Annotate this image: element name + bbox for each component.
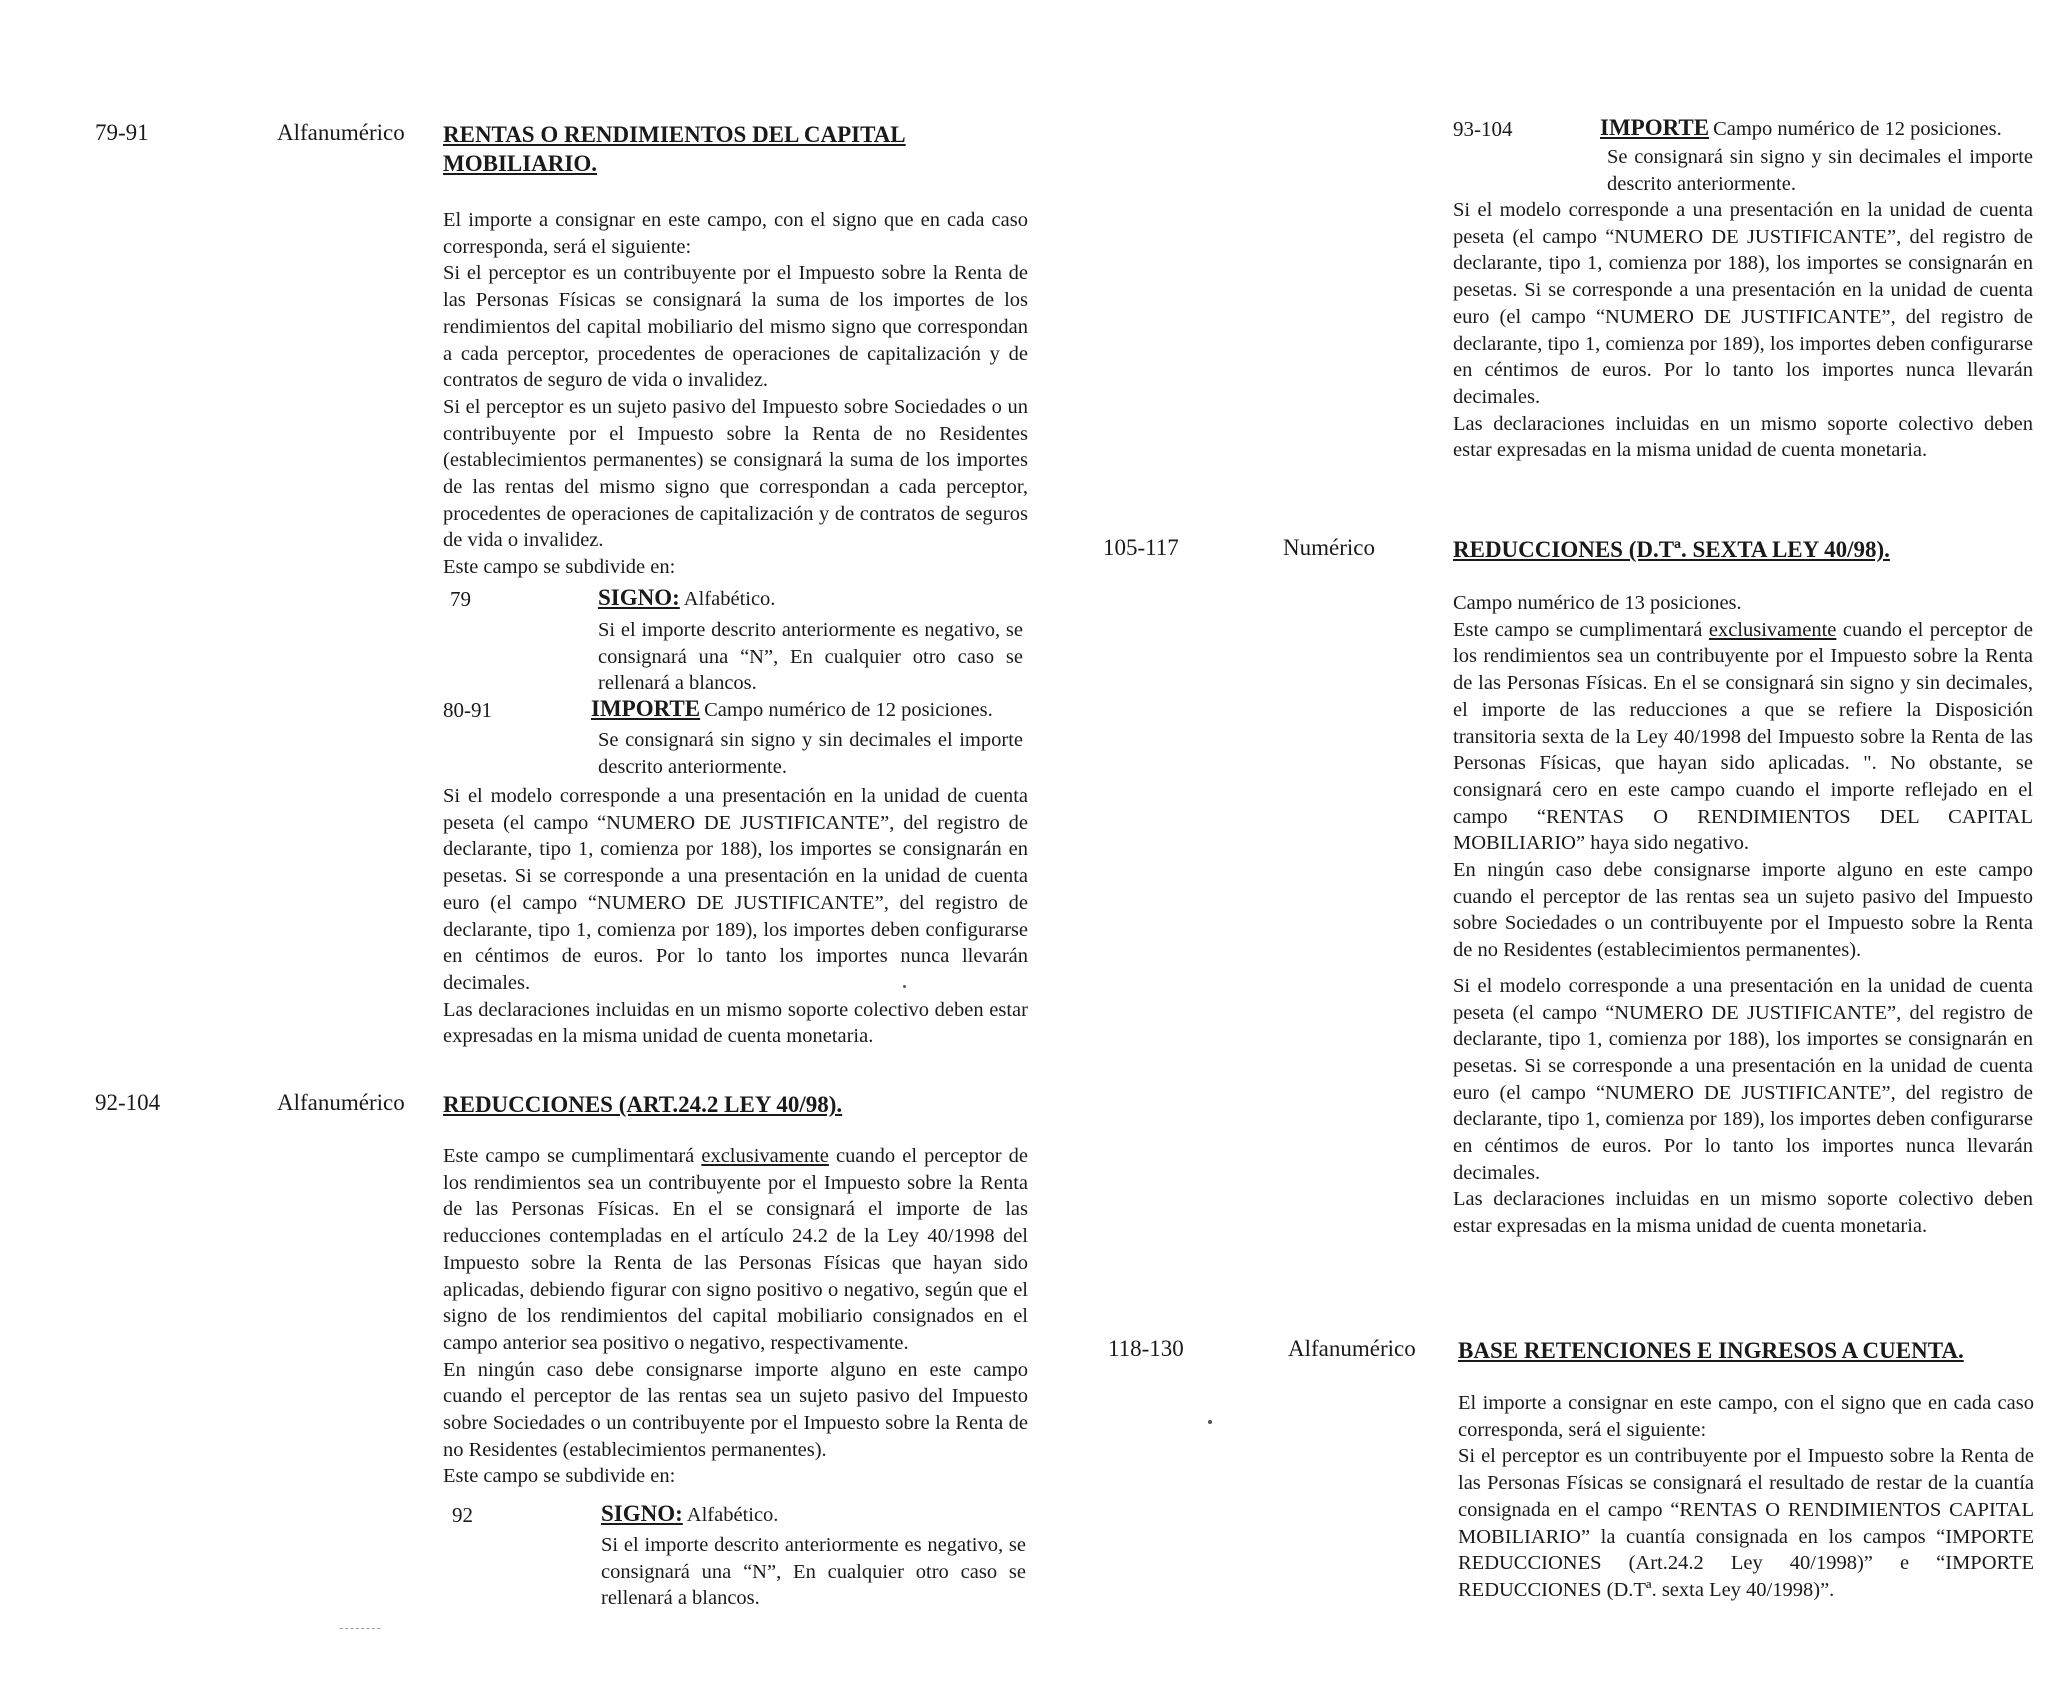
paragraph: Las declaraciones incluidas en un mismo soporte colectivo deben estar expresadas en la misma unidad de cuenta monetaria.	[443, 998, 1028, 1048]
paragraph: El importe a consignar en este campo, con el signo que en cada caso corresponda, será el siguiente:	[443, 209, 1028, 258]
subfield-type: Alfabético.	[686, 1504, 779, 1526]
field-position: 79-91	[95, 120, 149, 145]
field-title	[443, 120, 906, 178]
paragraph: Este campo se subdivide en:	[443, 1465, 676, 1488]
subfield-type: Campo numérico de 12 posiciones.	[1713, 118, 2002, 140]
subfield-text: Si el importe descrito anteriormente es negativo, se consignará una “N”, En cualquier otro caso se rellenará a blancos.	[601, 1534, 1026, 1610]
field-type: Alfanumérico	[1288, 1336, 1416, 1361]
field-notes	[443, 783, 1028, 1050]
text-run: Este campo se cumplimentará	[443, 1145, 702, 1167]
field-position: 105-117	[1103, 535, 1179, 560]
field-title: REDUCCIONES (ART.24.2 LEY 40/98).	[443, 1092, 843, 1117]
paragraph	[1453, 617, 2033, 857]
subfield-text: Si el importe descrito anteriormente es negativo, se consignará una “N”, En cualquier otro caso se rellenará a blancos.	[598, 619, 1023, 695]
paragraph: En ningún caso debe consignarse importe alguno en este campo cuando el perceptor de las rentas sea un sujeto pasivo del Impuesto sobre Sociedades o un contribuyente por el Impuesto sobre la Renta de no Residentes (establecimientos permanentes).	[443, 1358, 1028, 1461]
subfield-title: IMPORTE	[591, 696, 701, 721]
subfield-title: SIGNO:	[598, 585, 680, 610]
subfield-header	[598, 585, 775, 611]
paragraph	[443, 1143, 1028, 1357]
text-run: Este campo se cumplimentará	[1453, 618, 1709, 641]
paragraph: Si el modelo corresponde a una presentación en la unidad de cuenta peseta (el campo “NUMERO DE JUSTIFICANTE”, del registro de declarante, tipo 1, comienza por 188), los importes se consignarán en pesetas. Si se corresponde a una presentación en la unidad de cuenta euro (el campo “NUMERO DE JUSTIFICANTE”, del registro de declarante, tipo 1, comienza por 189), los importes deben configurarse en céntimos de euros. Por lo tanto los importes nunca llevarán decimales.	[1453, 199, 2033, 408]
paragraph: Si el modelo corresponde a una presentación en la unidad de cuenta peseta (el campo “NUMERO DE JUSTIFICANTE”, del registro de declarante, tipo 1, comienza por 188), los importes se consignarán en pesetas. Si se corresponde a una presentación en la unidad de cuenta euro (el campo “NUMERO DE JUSTIFICANTE”, del registro de declarante, tipo 1, comienza por 189), los importes deben configurarse en céntimos de euros. Por lo tanto los importes nunca llevarán decimales.	[443, 785, 1028, 994]
field-title-line: RENTAS O RENDIMIENTOS DEL CAPITAL	[443, 122, 906, 147]
text-run: cuando el perceptor de los rendimientos sea un contribuyente por el Impuesto sobre la Renta de las Personas Físicas. En el se consignará el importe de las reducciones contempladas en el artículo 24.2 de la Ley 40/1998 del Impuesto sobre la Renta de las Personas Físicas que hayan sido aplicadas, debiendo figurar con signo positivo o negativo, según que el signo de los rendimientos del capital mobiliario consignados en el campo anterior sea positivo o negativo, respectivamente.	[443, 1145, 1028, 1354]
paragraph: Las declaraciones incluidas en un mismo soporte colectivo deben estar expresadas en la misma unidad de cuenta monetaria.	[1453, 412, 2033, 462]
paragraph: Campo numérico de 13 posiciones.	[1453, 592, 1742, 614]
subfield-type: Alfabético.	[683, 588, 776, 610]
subfield-title: SIGNO:	[601, 1501, 683, 1526]
field-title-line: MOBILIARIO.	[443, 151, 597, 176]
subfield-text: Se consignará sin signo y sin decimales el importe descrito anteriormente.	[1607, 146, 2033, 195]
subfield-position: 79	[450, 587, 471, 611]
field-position: 92-104	[95, 1090, 161, 1115]
field-type: Alfanumérico	[277, 1090, 405, 1115]
paragraph: Si el perceptor es un sujeto pasivo del Impuesto sobre Sociedades o un contribuyente por el Impuesto sobre la Renta de no Residentes (establecimientos permanentes) se consignará la suma de los importes de las rentas del mismo signo que correspondan a cada perceptor, procedentes de operaciones de capitalización y de contratos de seguros de vida o invalidez.	[443, 395, 1028, 552]
emphasis: exclusivamente	[1708, 618, 1837, 641]
subfield-type: Campo numérico de 12 posiciones.	[704, 699, 993, 721]
subfield-text-block	[598, 617, 1023, 697]
subfield-text-block	[1607, 144, 2033, 197]
field-description	[443, 207, 1028, 581]
subfield-text: Se consignará sin signo y sin decimales el importe descrito anteriormente.	[598, 729, 1023, 778]
paragraph: Las declaraciones incluidas en un mismo soporte colectivo deben estar expresadas en la misma unidad de cuenta monetaria.	[1453, 1188, 2033, 1238]
paragraph: En ningún caso debe consignarse importe alguno en este campo cuando el perceptor de las rentas sea un sujeto pasivo del Impuesto sobre Sociedades o un contribuyente por el Impuesto sobre la Renta de no Residentes (establecimientos permanentes).	[1453, 859, 2033, 962]
subfield-text-block	[601, 1532, 1026, 1612]
paragraph: Si el perceptor es un contribuyente por el Impuesto sobre la Renta de las Personas Físicas se consignará la suma de los importes de los rendimientos del capital mobiliario del mismo signo que correspondan a cada perceptor, procedentes de operaciones de capitalización y de contratos de seguro de vida o invalidez.	[443, 262, 1028, 392]
field-notes	[1453, 197, 2033, 464]
scan-speck	[903, 985, 906, 988]
field-type: Alfanumérico	[277, 120, 405, 145]
paragraph: Si el modelo corresponde a una presentación en la unidad de cuenta peseta (el campo “NUMERO DE JUSTIFICANTE”, del registro de declarante, tipo 1, comienza por 188), los importes se consignarán en pesetas. Si se corresponde a una presentación en la unidad de cuenta euro (el campo “NUMERO DE JUSTIFICANTE”, del registro de declarante, tipo 1, comienza por 189), los importes deben configurarse en céntimos de euros. Por lo tanto los importes nunca llevarán decimales.	[1453, 974, 2033, 1184]
subfield-position: 80-91	[443, 698, 492, 722]
paragraph: El importe a consignar en este campo, con el signo que en cada caso corresponda, será el siguiente:	[1458, 1392, 2034, 1441]
field-position: 118-130	[1108, 1336, 1184, 1361]
field-title: BASE RETENCIONES E INGRESOS A CUENTA.	[1458, 1338, 1964, 1363]
field-description	[443, 1143, 1028, 1490]
subfield-position: 92	[452, 1503, 473, 1527]
subfield-header	[591, 696, 993, 722]
scan-speck	[1208, 1420, 1212, 1424]
field-type: Numérico	[1283, 535, 1375, 560]
paragraph: Este campo se subdivide en:	[443, 556, 676, 579]
emphasis: exclusivamente	[701, 1145, 829, 1167]
field-title: REDUCCIONES (D.Tª. SEXTA LEY 40/98).	[1453, 537, 1890, 562]
subfield-text-block	[598, 727, 1023, 780]
field-description	[1458, 1390, 2034, 1604]
field-description	[1453, 590, 2033, 1240]
text-run: cuando el perceptor de los rendimientos sea un contribuyente por el Impuesto sobre la Renta de las Personas Físicas. En el se consignará sin signo y sin decimales, el importe de las reducciones a que se refiere la Disposición transitoria sexta de la Ley 40/1998 del Impuesto sobre la Renta de las Personas Físicas, que hayan sido aplicadas. ". No obstante, se consignará cero en este campo cuando el importe reflejado en el campo “RENTAS O RENDIMIENTOS DEL CAPITAL MOBILIARIO” haya sido negativo.	[1453, 618, 2033, 855]
subfield-title: IMPORTE	[1600, 115, 1710, 140]
scan-mark	[340, 1628, 380, 1629]
paragraph: Si el perceptor es un contribuyente por el Impuesto sobre la Renta de las Personas Físicas se consignará el resultado de restar de la cuantía consignada en el campo “RENTAS O RENDIMIENTOS CAPITAL MOBILIARIO” la cuantía consignada en los campos “IMPORTE REDUCCIONES (Art.24.2 Ley 40/1998)” e “IMPORTE REDUCCIONES (D.Tª. sexta Ley 40/1998)”.	[1458, 1445, 2034, 1601]
subfield-header	[1600, 115, 2002, 141]
subfield-header	[601, 1501, 778, 1527]
subfield-position: 93-104	[1453, 117, 1513, 141]
